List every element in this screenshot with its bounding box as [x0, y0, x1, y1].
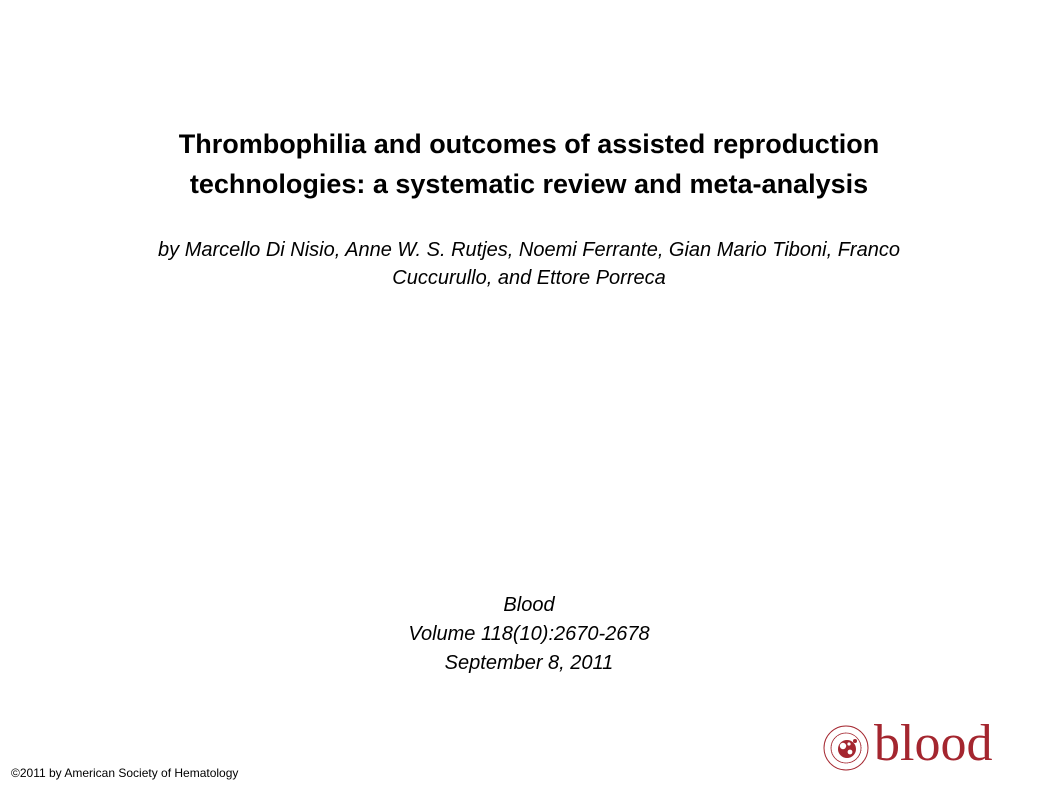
ash-seal-icon	[822, 724, 870, 772]
blood-wordmark: blood	[874, 715, 993, 772]
copyright-notice: ©2011 by American Society of Hematology	[11, 766, 239, 780]
publication-date: September 8, 2011	[444, 652, 614, 674]
author-list-line-2: Cuccurullo, and Ettore Porreca	[392, 267, 666, 289]
blood-journal-logo	[822, 715, 1002, 776]
article-title	[40, 124, 1018, 204]
volume-pages: Volume 118(10):2670-2678	[408, 623, 650, 645]
journal-name: Blood	[503, 594, 555, 616]
citation-block	[279, 591, 779, 678]
article-title-line-2: technologies: a systematic review and meta-analysis	[189, 169, 869, 199]
author-list	[40, 236, 1018, 292]
article-title-line-1: Thrombophilia and outcomes of assisted reproduction	[178, 129, 880, 159]
author-list-line-1: by Marcello Di Nisio, Anne W. S. Rutjes, Noemi Ferrante, Gian Mario Tiboni, Franco	[158, 239, 900, 261]
